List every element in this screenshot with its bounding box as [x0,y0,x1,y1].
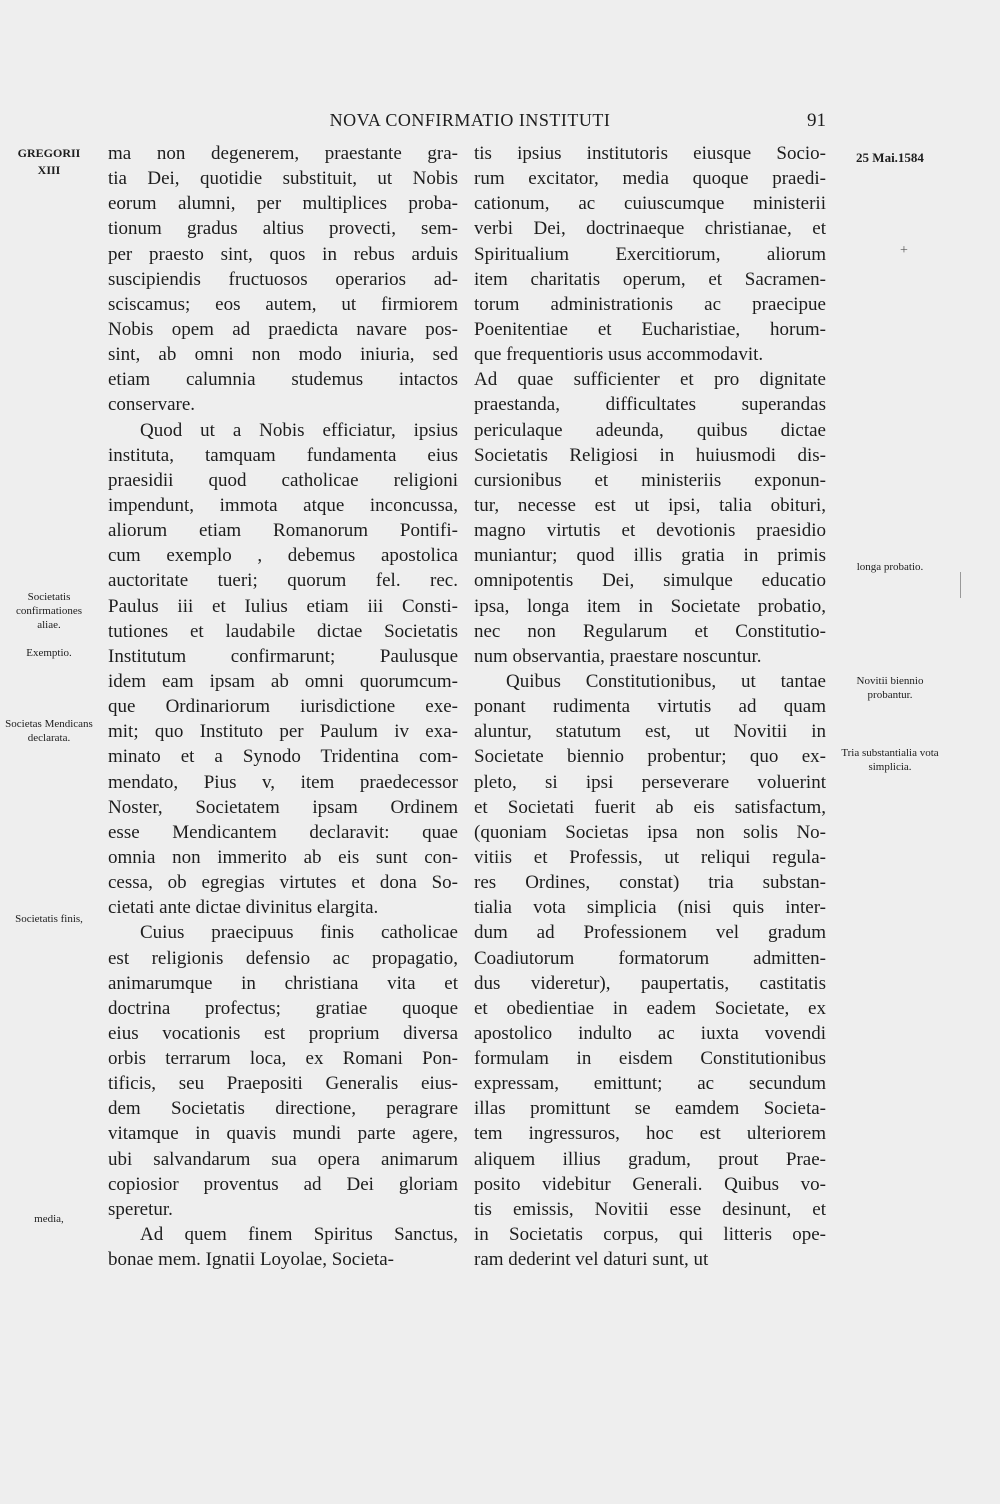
text-line: Poenitentiae et Eucharistiae, horum- [474,318,826,340]
text-line: idem eam ipsam ab omni quorumcum- [108,670,458,692]
margin-rule [960,572,961,598]
text-line: tem ingressuros, hoc est ulteriorem [474,1123,826,1145]
text-line: nec non Regularum et Constitutio- [474,620,826,642]
text-line: per praesto sint, quos in rebus arduis [108,243,458,265]
text-line: omnia non immerito ab eis sunt con- [108,846,458,868]
text-line: Societate biennio probentur; quo ex- [474,746,826,768]
text-line: cum exemplo , debemus apostolica [108,545,458,567]
text-line: orbis terrarum loca, ex Romani Pon- [108,1048,458,1070]
text-line: apostolico indulto ac iuxta vovendi [474,1022,826,1044]
margin-pope-name: GREGORII [17,146,81,160]
text-line: ipsa, longa item in Societate probatio, [474,595,826,617]
text-line: Spiritualium Exercitiorum, aliorum [474,243,826,265]
text-line: praestanda, difficultates superandas [474,394,826,416]
text-line: item charitatis operum, et Sacramen- [474,268,826,290]
page-number: 91 [807,110,826,131]
margin-note-mendicans: Societas Mendicans declarata. [5,718,93,744]
margin-date: 25 Mai.1584 [856,150,924,165]
margin-note-finis: Societatis finis, [15,913,83,925]
text-line: Quibus Constitutionibus, ut tantae [506,670,826,692]
text-line: tificis, seu Praepositi Generalis eius- [108,1073,458,1095]
text-line: animarumque in christiana vita et [108,972,458,994]
margin-note-novitii: Novitii biennio probantur. [856,675,924,701]
text-line: Societatis Religiosi in huiusmodi dis- [474,444,826,466]
text-line: Institutum confirmarunt; Paulusque [108,645,458,667]
text-line: vitamque in quavis mundi parte agere, [108,1123,458,1145]
text-line: pleto, si ipsi perseverare voluerint [474,771,826,793]
margin-note-confirmationes: Societatis confirmationes aliae. [16,591,82,631]
text-line: Quod ut a Nobis efficiatur, ipsius [140,419,458,441]
text-line: est religionis defensio ac propagatio, [108,947,458,969]
text-line: verbi Dei, doctrinaeque christianae, et [474,218,826,240]
text-line: Ad quem finem Spiritus Sanctus, [140,1224,458,1246]
text-line: cationum, ac cuiuscumque ministerii [474,193,826,215]
text-line: posito videbitur Generali. Quibus vo- [474,1173,826,1195]
text-line: que Ordinariorum iurisdictione exe- [108,696,458,718]
text-line: tia Dei, quotidie substituit, ut Nobis [108,168,458,190]
text-line: dum ad Professionem vel gradum [474,922,826,944]
text-line: magno virtutis et devotionis praesidio [474,520,826,542]
text-line: periculaque adeunda, quibus dictae [474,419,826,441]
text-line: Cuius praecipuus finis catholicae [140,922,458,944]
text-line: aliquem illius gradum, prout Prae- [474,1148,826,1170]
running-header: NOVA CONFIRMATIO INSTITUTI [329,110,611,130]
text-line: praesidii quod catholicae religioni [108,469,458,491]
text-line: instituta, tamquam fundamenta eius [108,444,458,466]
text-line: cursionibus et ministeriis exponun- [474,469,826,491]
text-line: dus videretur), paupertatis, castitatis [474,972,826,994]
margin-note-media: media, [34,1213,64,1225]
text-line: cessa, ob egregias virtutes et dona So- [108,872,458,894]
text-line: tis ipsius institutoris eiusque Socio- [474,143,826,164]
text-line: et obedientiae in eadem Societate, ex [474,997,826,1019]
text-line: tialia vota simplicia (nisi quis inter- [474,897,826,919]
text-line: tionum gradus altius provecti, sem- [108,218,458,240]
text-line: conservare. [108,394,196,416]
text-line: eius vocationis est proprium diversa [108,1022,458,1044]
text-line: mit; quo Instituto per Paulum iv exa- [108,721,458,743]
text-line: (quoniam Societas ipsa non solis No- [474,821,826,843]
margin-pope-number: XIII [37,163,61,177]
text-line: res Ordines, constat) tria substan- [474,872,826,894]
text-line: Ad quae sufficienter et pro dignitate [474,369,826,391]
left-text-column [108,141,458,1272]
text-line: vitiis et Professis, ut reliqui regula- [474,846,826,868]
text-line: minato et a Synodo Tridentina com- [108,746,458,768]
text-line: Nobis opem ad praedicta navare pos- [108,318,458,340]
text-line: esse Mendicantem declaravit: quae [108,821,458,843]
text-line: tis emissis, Novitii esse desinunt, et [474,1198,826,1220]
text-line: formulam in eisdem Constitutionibus [474,1048,826,1070]
text-line: torum administrationis ac praecipue [474,293,826,315]
text-line: suscipiendis fructuosos operarios ad- [108,268,458,290]
text-line: tutiones et laudabile dictae Societatis [108,620,458,642]
text-line: que frequentioris usus accommodavit. [474,344,764,366]
text-line: impendunt, immota atque inconcussa, [108,494,458,516]
right-text-column [474,141,826,1272]
text-line: ponant rudimenta virtutis ad quam [474,696,826,718]
text-line: speretur. [108,1198,173,1220]
margin-note-probatio: longa probatio. [856,561,924,573]
margin-note-exemptio: Exemptio. [26,647,72,659]
text-line: dem Societatis directione, peragrare [108,1098,458,1120]
text-line: omnipotentis Dei, simulque educatio [474,570,826,592]
margin-note-vota: Tria substantialia vota simplicia. [841,747,939,773]
text-line: rum excitator, media quoque praedi- [474,168,826,190]
text-line: muniantur; quod illis gratia in primis [474,545,826,567]
text-line: aliorum etiam Romanorum Pontifi- [108,520,458,542]
text-line: tur, necesse est ut ipsi, talia obituri, [474,494,826,516]
text-line: copiosior proventus ad Dei gloriam [108,1173,458,1195]
text-line: expressam, emittunt; ac secundum [474,1073,826,1095]
margin-mark: + [900,243,908,258]
text-line: mendato, Pius v, item praedecessor [108,771,458,793]
text-line: aluntur, statutum est, ut Novitii in [474,721,826,743]
text-line: eorum alumni, per multiplices proba- [108,193,458,215]
text-line: illas promittunt se eamdem Societa- [474,1098,826,1120]
text-line: ubi salvandarum sua opera animarum [108,1148,458,1170]
text-line: sint, ab omni non modo iniuria, sed [108,344,458,366]
text-line: cietati ante dictae divinitus elargita. [108,897,379,919]
text-line: sciscamus; eos autem, ut firmiorem [108,293,458,315]
text-line: num observantia, praestare noscuntur. [474,645,762,667]
text-line: Paulus iii et Iulius etiam iii Consti- [108,595,458,617]
text-line: Coadiutorum formatorum admitten- [474,947,826,969]
text-line: Noster, Societatem ipsam Ordinem [108,796,458,818]
text-line: ram dederint vel daturi sunt, ut [474,1249,709,1271]
text-line: auctoritate tueri; quorum fel. rec. [108,570,458,592]
text-line: et Societati fuerit ab eis satisfactum, [474,796,826,818]
text-line: etiam calumnia studemus intactos [108,369,458,391]
text-line: in Societatis corpus, qui litteris ope- [474,1224,826,1246]
text-line: doctrina profectus; gratiae quoque [108,997,458,1019]
text-line: ma non degenerem, praestante gra- [108,143,458,164]
text-line: bonae mem. Ignatii Loyolae, Societa- [108,1249,394,1271]
